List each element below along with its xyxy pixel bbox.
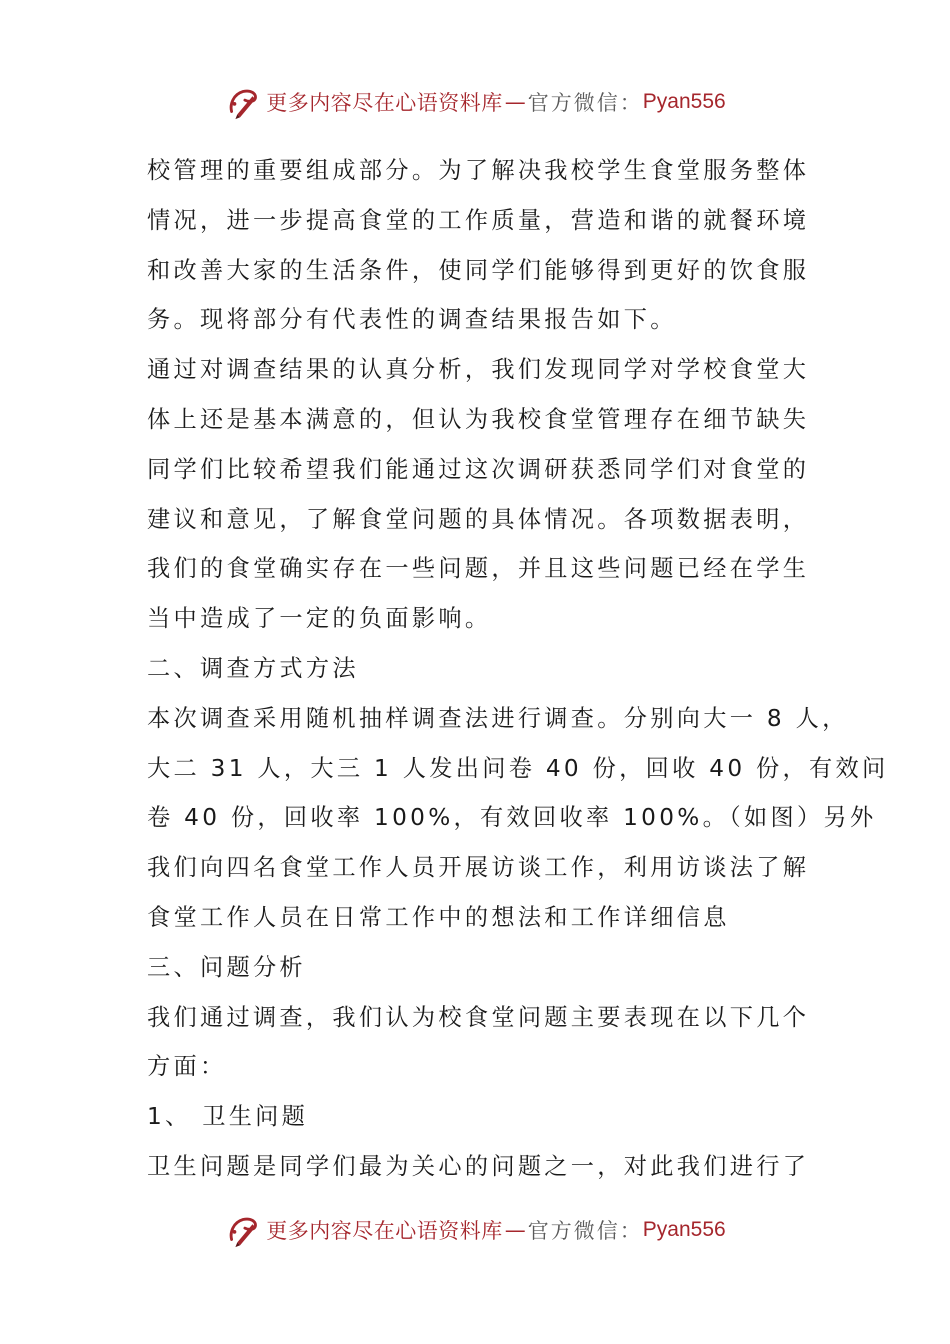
text-line: 我们的食堂确实存在一些问题，并且这些问题已经在学生 [147,555,810,583]
footer-banner [0,1210,950,1250]
text-line: 校管理的重要组成部分。为了解决我校学生食堂服务整体 [147,157,810,184]
document-body [147,146,889,1192]
banner-official-label: 官方微信： [527,91,643,115]
section-heading: 二、调查方式方法 [147,654,359,682]
text-line: 本次调查采用随机抽样调查法进行调查。分别向大一 8 人， [147,704,849,732]
text-line: 卷 40 份，回收率 100%，有效回收率 100%。（如图）另外 [147,804,877,832]
text-line: 卫生问题是同学们最为关心的问题之一，对此我们进行了 [147,1152,810,1180]
banner-dash: — [504,90,526,114]
text-line: 同学们比较希望我们能通过这次调研获悉同学们对食堂的 [147,455,810,483]
text-line: 食堂工作人员在日常工作中的想法和工作详细信息 [147,903,730,931]
banner-wechat-id: Pyan556 [642,1218,726,1241]
text-line: 和改善大家的生活条件，使同学们能够得到更好的饮食服 [147,256,810,284]
text-line: 情况，进一步提高食堂的工作质量，营造和谐的就餐环境 [147,206,810,234]
banner-wechat-id: Pyan556 [642,90,726,113]
banner-text: 更多内容尽在心语资料库 [266,1219,503,1243]
header-banner [0,82,950,122]
banner-text: 更多内容尽在心语资料库 [266,91,503,115]
section-heading: 三、问题分析 [147,953,306,981]
text-line: 大二 31 人，大三 1 人发出问卷 40 份，回收 40 份，有效问 [147,754,889,782]
text-line: 通过对调查结果的认真分析，我们发现同学对学校食堂大 [147,356,810,384]
text-line: 体上还是基本满意的，但认为我校食堂管理存在细节缺失 [147,405,810,433]
pen-logo-icon [224,83,262,121]
text-line: 我们向四名食堂工作人员开展访谈工作，利用访谈法了解 [147,854,810,882]
text-line: 务。现将部分有代表性的调查结果报告如下。 [147,306,677,334]
pen-logo-icon [224,1211,262,1249]
text-line: 我们通过调查，我们认为校食堂问题主要表现在以下几个 [147,1003,810,1031]
subsection-heading: 1、 卫生问题 [147,1103,309,1131]
banner-official-label: 官方微信： [527,1219,643,1243]
banner-dash: — [504,1218,526,1242]
text-line: 方面： [147,1053,227,1081]
text-line: 建议和意见，了解食堂问题的具体情况。各项数据表明， [147,505,810,533]
text-line: 当中造成了一定的负面影响。 [147,605,492,633]
